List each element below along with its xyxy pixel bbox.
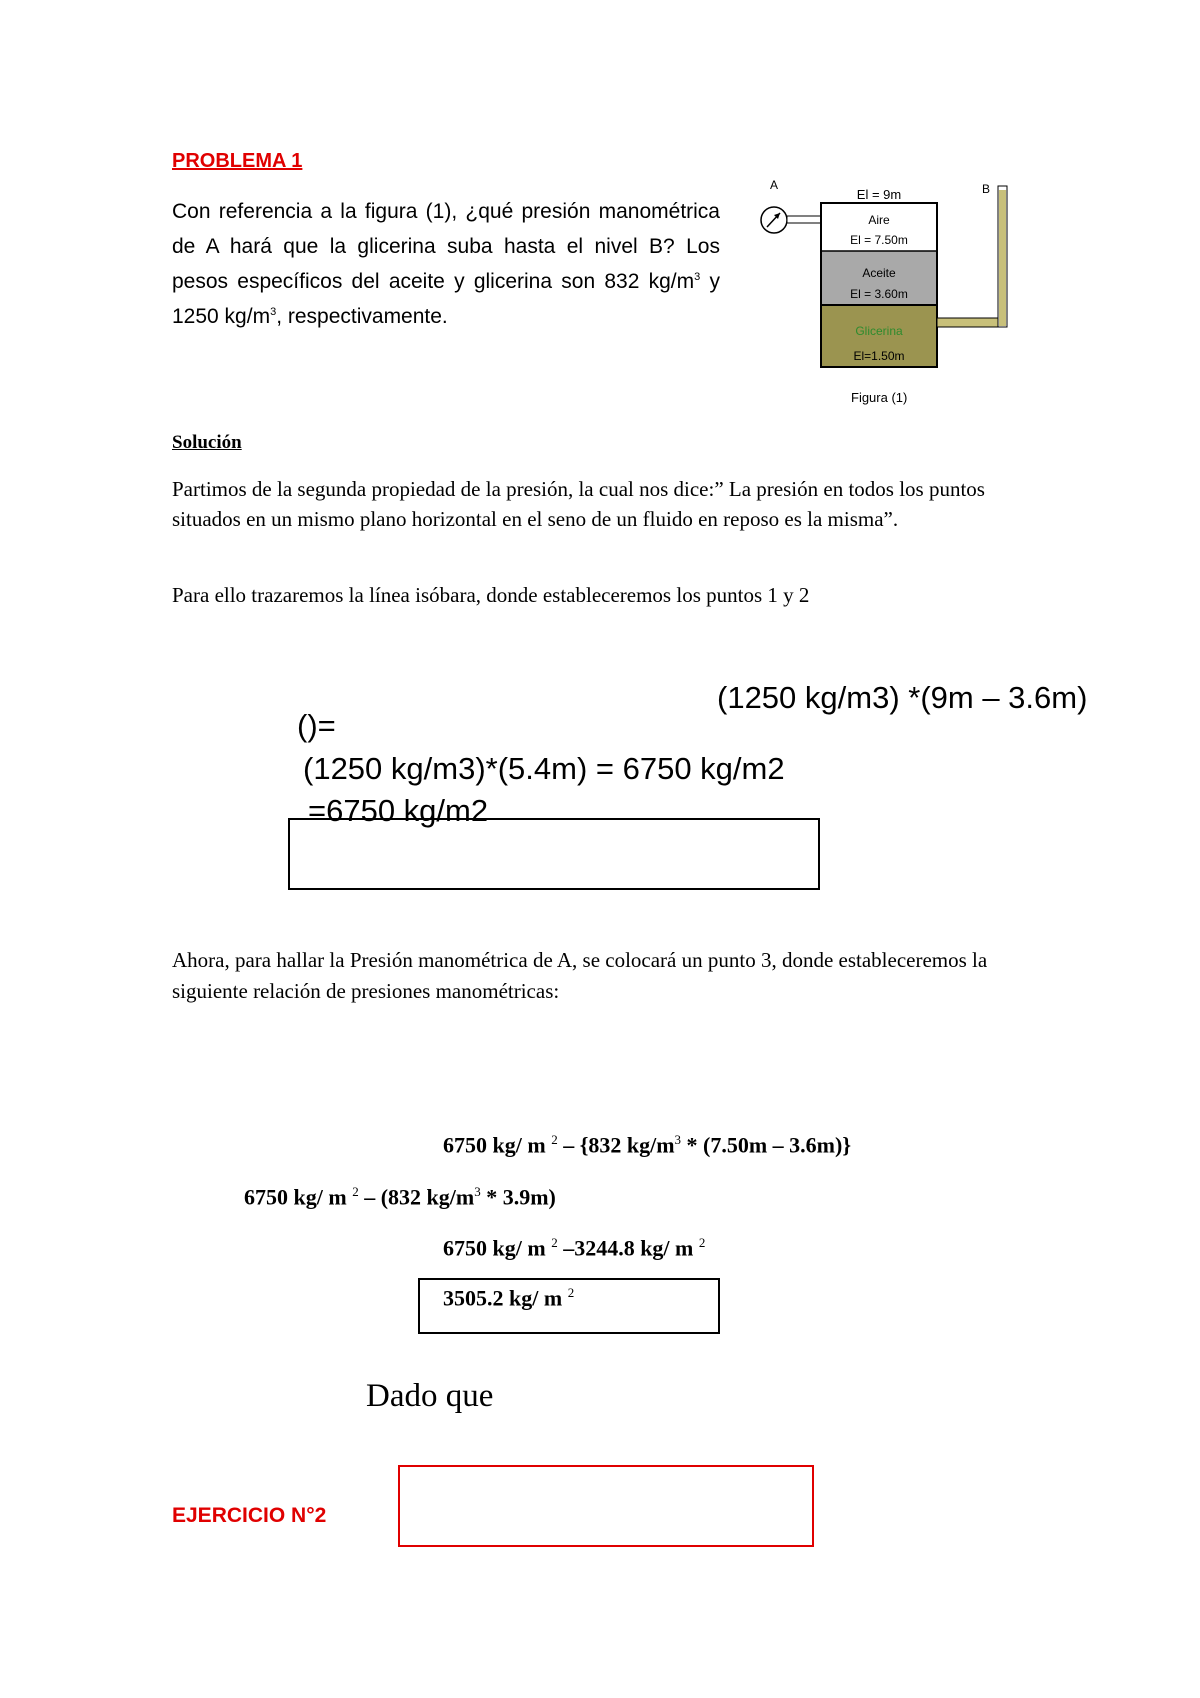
el-glicerina-label: El=1.50m (853, 349, 905, 363)
el-aire-label: El = 7.50m (850, 233, 908, 247)
aire-label: Aire (868, 213, 890, 227)
aceite-label: Aceite (862, 266, 896, 280)
label-b: B (982, 182, 991, 196)
dado-que-text: Dado que (366, 1378, 494, 1414)
calc-line-3: 6750 kg/ m $^2$ –3244.8 kg/ m $^2$ (443, 1235, 706, 1261)
equation-result: =6750 kg/m2 (308, 793, 489, 828)
solution-paragraph-1: Partimos de la segunda propiedad de la presión, la cual nos dice:” La presión en todos los puntos situados en un mismo plano horizontal en el seno de un fluido en reposo es la misma”. (172, 477, 985, 531)
ejercicio-title: EJERCICIO N°2 (172, 1504, 327, 1527)
calc-line-4: 3505.2 kg/ m $^2$ (443, 1285, 575, 1311)
el-aceite-label: El = 3.60m (850, 287, 908, 301)
solution-title: Solución (172, 432, 242, 453)
problem-statement: Con referencia a la figura (1), ¿qué presión manométrica de A hará que la glicerina suba hasta el nivel B? Los pesos específicos del aceite y glicerina son 832 $kg/m^3$ y 1250 $kg/m^3$, respectivamente. (172, 200, 720, 328)
glicerina-label: Glicerina (855, 324, 903, 338)
tank-figure (752, 180, 1032, 415)
solution-paragraph-2: Para ello trazaremos la línea isóbara, donde estableceremos los puntos 1 y 2 (172, 583, 810, 607)
ahora-paragraph: Ahora, para hallar la Presión manométrica de A, se colocará un punto 3, donde estableceremos la siguiente relación de presiones manométricas: (172, 948, 988, 1003)
equation-paren: ()= (297, 708, 336, 743)
calc-line-2: 6750 kg/ m $^2$ – (832 $kg/m^3 * 3.9m$) (244, 1184, 556, 1210)
equation-product: (1250 kg/m3)*(5.4m) = 6750 kg/m2 (303, 751, 785, 786)
figure-caption: Figura (1) (851, 390, 908, 405)
problem-title: PROBLEMA 1 (172, 150, 303, 172)
el-top-label: El = 9m (856, 187, 902, 202)
label-a: A (770, 180, 779, 192)
red-box (398, 1465, 814, 1547)
equation-top-right: (1250 kg/m3) *(9m – 3.6m) (717, 680, 1088, 715)
calc-line-1: 6750 kg/ m $^2$ – {832 $kg/m^3 * (7.50m - 3.6m)$} (443, 1132, 852, 1158)
